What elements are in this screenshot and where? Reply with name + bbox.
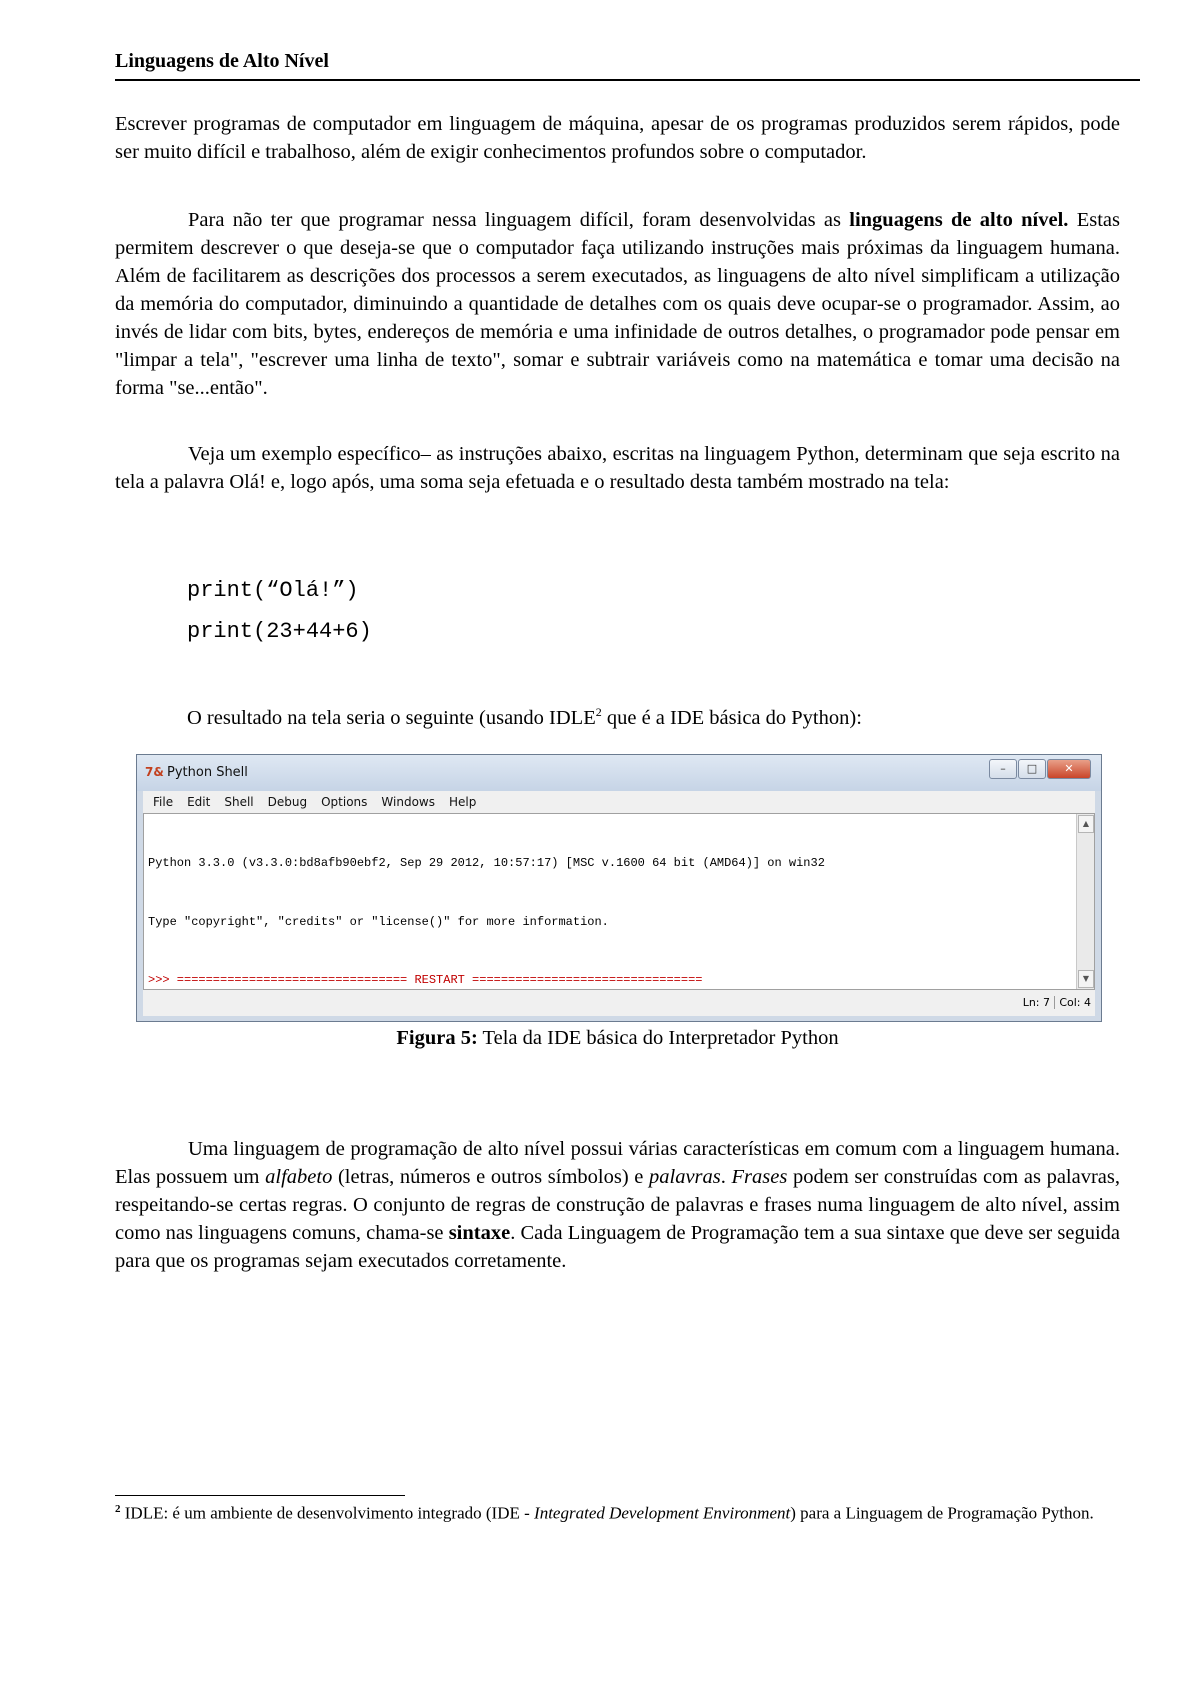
paragraph-1: Escrever programas de computador em linguagem de máquina, apesar de os programas produzidos serem rápidos, pode ser muito difícil e trabalhoso, além de exigir conhecimentos profundos sobre o computador. xyxy=(115,113,1120,163)
minimize-button[interactable]: – xyxy=(989,759,1017,779)
maximize-button[interactable]: □ xyxy=(1018,759,1046,779)
python-logo-icon: 7& xyxy=(145,765,164,779)
header-rule xyxy=(115,79,1140,81)
menu-debug[interactable]: Debug xyxy=(267,795,308,809)
term-alfabeto: alfabeto xyxy=(265,1166,333,1188)
term-sintaxe: sintaxe xyxy=(448,1222,511,1244)
footnote xyxy=(115,1497,1125,1526)
python-shell-screenshot xyxy=(136,754,1102,1022)
figure-caption-text: Tela da IDE básica do Interpretador Python xyxy=(477,1027,839,1049)
figure-caption-label: Figura 5: xyxy=(396,1027,478,1049)
menu-edit[interactable]: Edit xyxy=(187,795,211,809)
menu-file[interactable]: File xyxy=(153,795,174,809)
scroll-up-arrow-icon[interactable]: ▲ xyxy=(1078,815,1094,833)
code-line-1: print(“Olá!”) xyxy=(187,578,359,603)
scroll-down-arrow-icon[interactable]: ▼ xyxy=(1078,970,1094,988)
code-line-2: print(23+44+6) xyxy=(187,619,372,644)
window-title: Python Shell xyxy=(167,765,248,780)
footnote-ref: 2 xyxy=(595,705,602,719)
menu-bar xyxy=(143,791,1095,813)
paragraph-5-text-a: Uma linguagem de programação de alto nível possui várias características em comum com a linguagem humana. Elas possuem um xyxy=(115,1138,1120,1188)
console-line-banner: Python 3.3.0 (v3.3.0:bd8afb90ebf2, Sep 29 2012, 10:57:17) [MSC v.1600 64 bit (AMD64)] on win32 xyxy=(148,856,825,870)
menu-help[interactable]: Help xyxy=(448,795,477,809)
paragraph-5-text-b: (letras, números e outros símbolos) e xyxy=(332,1166,650,1188)
window-titlebar xyxy=(137,755,1101,791)
console-line-info: Type "copyright", "credits" or "license()" for more information. xyxy=(148,914,609,929)
page-header-title: Linguagens de Alto Nível xyxy=(115,50,329,72)
paragraph-2-text-a: Para não ter que programar nessa linguagem difícil, foram desenvolvidas as xyxy=(188,209,850,231)
menu-options[interactable]: Options xyxy=(321,795,368,809)
vertical-scrollbar[interactable] xyxy=(1076,814,1094,989)
term-frases: Frases xyxy=(731,1166,788,1188)
figure-caption xyxy=(115,1027,1120,1050)
shell-console[interactable] xyxy=(143,813,1095,990)
paragraph-3: Veja um exemplo específico– as instruções abaixo, escritas na linguagem Python, determinam que seja escrito na tela a palavra Olá! e, logo após, uma soma seja efetuada e o resultado desta também mostrado na tela: xyxy=(115,443,1120,493)
term-palavras: palavras xyxy=(649,1166,721,1188)
menu-shell[interactable]: Shell xyxy=(224,795,254,809)
status-line-number: Ln: 7 xyxy=(1023,996,1055,1009)
paragraph-4 xyxy=(187,705,862,730)
footnote-number: 2 xyxy=(115,1503,121,1515)
status-bar xyxy=(143,990,1095,1016)
window-controls xyxy=(988,759,1091,779)
paragraph-5 xyxy=(115,1135,1120,1275)
paragraph-5-text-c: . xyxy=(720,1166,732,1188)
paragraph-5-text-d: podem ser construídas com as palavras, respeitando-se certas regras. O conjunto de regras de construção de palavras e frases numa linguagem de alto nível, assim como nas linguagens comuns, chama-se xyxy=(115,1166,1120,1244)
paragraph-2-text-b: Estas permitem descrever o que deseja-se que o computador faça utilizando instruções mais próximas da linguagem humana. Além de facilitarem as descrições dos processos a serem executados, as linguagens de alto nível simplificam a utilização da memória do computador, diminuindo a quantidade de detalhes com os quais deve ocupar-se o programador. Assim, ao invés de lidar com bits, bytes, endereços de memória e uma infinidade de outros detalhes, o programador pode pensar em "limpar a tela", "escrever uma linha de texto", somar e subtrair variáveis como na matemática e tomar uma decisão na forma "se...então". xyxy=(115,209,1120,399)
paragraph-5-text-e: . Cada Linguagem de Programação tem a sua sintaxe que deve ser seguida para que os programas sejam executados corretamente. xyxy=(115,1222,1121,1272)
paragraph-2-bold: linguagens de alto nível. xyxy=(849,209,1069,231)
paragraph-2 xyxy=(115,206,1120,402)
close-button[interactable]: ✕ xyxy=(1047,759,1091,779)
console-line-restart: >>> ================================ RESTART ================================ xyxy=(148,973,703,987)
paragraph-4-text-b: que é a IDE básica do Python): xyxy=(601,706,862,729)
footnote-rule xyxy=(115,1495,405,1496)
footnote-italic: Integrated Development Environment xyxy=(534,1503,791,1523)
menu-windows[interactable]: Windows xyxy=(381,795,435,809)
paragraph-4-text-a: O resultado na tela seria o seguinte (usando IDLE xyxy=(187,706,596,729)
footnote-text-b: ) para a Linguagem de Programação Python. xyxy=(790,1503,1094,1523)
status-column-number: Col: 4 xyxy=(1059,996,1091,1009)
footnote-text-a: IDLE: é um ambiente de desenvolvimento integrado (IDE - xyxy=(120,1503,535,1523)
